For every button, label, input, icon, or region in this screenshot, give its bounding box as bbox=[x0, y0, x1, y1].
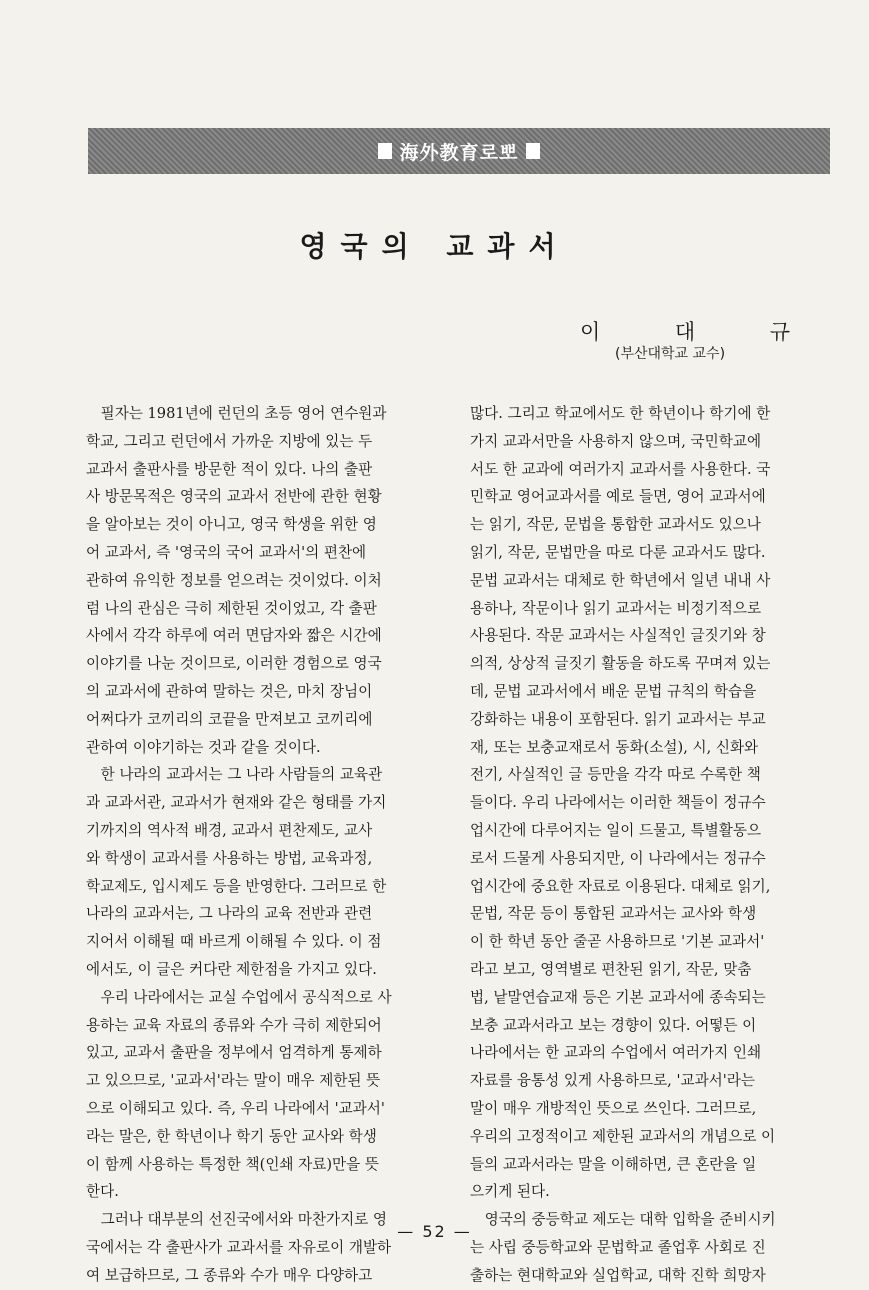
text-line: 어쩌다가 코끼리의 코끝을 만져보고 코끼리에 bbox=[86, 710, 373, 728]
text-line: 서도 한 교과에 여러가지 교과서를 사용한다. 국 bbox=[470, 460, 771, 478]
text-line: 는 읽기, 작문, 문법을 통합한 교과서도 있으나 bbox=[470, 516, 761, 534]
square-bullet-icon bbox=[378, 143, 392, 159]
text-line: 한 나라의 교과서는 그 나라 사람들의 교육관 bbox=[86, 766, 383, 784]
article-title: 영국의 교과서 bbox=[299, 230, 570, 263]
left-text-column bbox=[86, 400, 438, 1290]
text-line: 그러나 대부분의 선진국에서와 마찬가지로 영 bbox=[86, 1211, 388, 1229]
text-line: 우리 나라에서는 교실 수업에서 공식적으로 사 bbox=[86, 988, 392, 1006]
author-char: 대 bbox=[674, 320, 696, 344]
text-line: 이야기를 나눈 것이므로, 이러한 경험으로 영국 bbox=[86, 655, 382, 673]
text-line: 과 교과서관, 교과서가 현재와 같은 형태를 가지 bbox=[86, 794, 387, 812]
text-line: 을 알아보는 것이 아니고, 영국 학생을 위한 영 bbox=[86, 516, 377, 534]
text-line: 용하나, 작문이나 읽기 교과서는 비정기적으로 bbox=[470, 599, 762, 617]
text-line: 들의 교과서라는 말을 이해하면, 큰 혼란을 일 bbox=[470, 1155, 757, 1173]
text-line: 말이 매우 개방적인 뜻으로 쓰인다. 그러므로, bbox=[470, 1099, 757, 1117]
text-line: 럼 나의 관심은 극히 제한된 것이었고, 각 출판 bbox=[86, 599, 377, 617]
text-line: 에서도, 이 글은 커다란 제한점을 가지고 있다. bbox=[86, 960, 377, 978]
text-line: 관하여 유익한 정보를 얻으려는 것이었다. 이처 bbox=[86, 571, 382, 589]
text-line: 와 학생이 교과서를 사용하는 방법, 교육과정, bbox=[86, 849, 373, 867]
right-text-column bbox=[470, 400, 822, 1290]
text-line: 라는 말은, 한 학년이나 학기 동안 교사와 학생 bbox=[86, 1127, 377, 1145]
author-affiliation: (부산대학교 교수) bbox=[615, 346, 726, 362]
text-line: 한다. bbox=[86, 1183, 119, 1201]
text-line: 사용된다. 작문 교과서는 사실적인 글짓기와 창 bbox=[470, 627, 766, 645]
text-line: 으로 이해되고 있다. 즉, 우리 나라에서 '교과서' bbox=[86, 1099, 385, 1117]
text-line: 필자는 1981년에 런던의 초등 영어 연수원과 bbox=[86, 405, 387, 422]
text-line: 가지 교과서만을 사용하지 않으며, 국민학교에 bbox=[470, 432, 762, 450]
text-line: 학교제도, 입시제도 등을 반영한다. 그러므로 한 bbox=[86, 877, 387, 895]
text-line: 지어서 이해될 때 바르게 이해될 수 있다. 이 점 bbox=[86, 933, 382, 951]
text-line: 라고 보고, 영역별로 편찬된 읽기, 작문, 맞춤 bbox=[470, 960, 752, 978]
text-line: 관하여 이야기하는 것과 같을 것이다. bbox=[86, 738, 321, 756]
text-line: 교과서 출판사를 방문한 적이 있다. 나의 출판 bbox=[86, 460, 373, 478]
text-line: 는 사립 중등학교와 문법학교 졸업후 사회로 진 bbox=[470, 1238, 766, 1256]
text-line: 국에서는 각 출판사가 교과서를 자유로이 개발하 bbox=[86, 1238, 392, 1256]
text-line: 학교, 그리고 런던에서 가까운 지방에 있는 두 bbox=[86, 432, 373, 450]
square-bullet-icon bbox=[526, 143, 540, 159]
author-name bbox=[580, 316, 790, 346]
text-line: 나라에서는 한 교과의 수업에서 여러가지 인쇄 bbox=[470, 1044, 762, 1062]
text-line: 의 교과서에 관하여 말하는 것은, 마치 장님이 bbox=[86, 682, 373, 700]
text-line: 문법, 작문 등이 통합된 교과서는 교사와 학생 bbox=[470, 905, 757, 923]
text-line: 업시간에 중요한 자료로 이용된다. 대체로 읽기, bbox=[470, 877, 771, 895]
text-line: 읽기, 작문, 문법만을 따로 다룬 교과서도 많다. bbox=[470, 543, 766, 561]
text-line: 사 방문목적은 영국의 교과서 전반에 관한 현황 bbox=[86, 488, 382, 506]
text-line: 데, 문법 교과서에서 배운 문법 규칙의 학습을 bbox=[470, 682, 757, 700]
text-line: 영국의 중등학교 제도는 대학 입학을 준비시키 bbox=[470, 1211, 776, 1229]
text-line: 기까지의 역사적 배경, 교과서 편찬제도, 교사 bbox=[86, 821, 373, 839]
text-line: 의적, 상상적 글짓기 활동을 하도록 꾸며져 있는 bbox=[470, 655, 771, 673]
text-line: 전기, 사실적인 글 등만을 각각 따로 수록한 책 bbox=[470, 766, 761, 784]
text-line: 보충 교과서라고 보는 경향이 있다. 어떻든 이 bbox=[470, 1016, 757, 1034]
text-line: 재, 또는 보충교재로서 동화(소설), 시, 신화와 bbox=[470, 738, 759, 756]
text-line: 있고, 교과서 출판을 정부에서 엄격하게 통제하 bbox=[86, 1044, 382, 1062]
text-line: 법, 낱말연습교재 등은 기본 교과서에 종속되는 bbox=[470, 988, 766, 1006]
text-line: 민학교 영어교과서를 예로 들면, 영어 교과서에 bbox=[470, 488, 766, 506]
text-line: 많다. 그리고 학교에서도 한 학년이나 학기에 한 bbox=[470, 405, 771, 422]
banner-text: 海外教育로뽀 bbox=[399, 141, 519, 164]
author-char: 규 bbox=[769, 320, 790, 344]
text-line: 출하는 현대학교와 실업학교, 대학 진학 희망자 bbox=[470, 1266, 766, 1284]
text-line: 자료를 융통성 있게 사용하므로, '교과서'라는 bbox=[470, 1072, 755, 1090]
text-line: 우리의 고정적이고 제한된 교과서의 개념으로 이 bbox=[470, 1127, 776, 1145]
text-line: 업시간에 다루어지는 일이 드물고, 특별활동으 bbox=[470, 821, 762, 839]
text-line: 사에서 각각 하루에 여러 면담자와 짧은 시간에 bbox=[86, 627, 382, 645]
text-line: 용하는 교육 자료의 종류와 수가 극히 제한되어 bbox=[86, 1016, 382, 1034]
text-line: 어 교과서, 즉 '영국의 국어 교과서'의 편찬에 bbox=[86, 543, 367, 561]
text-line: 고 있으므로, '교과서'라는 말이 매우 제한된 뜻 bbox=[86, 1072, 381, 1090]
text-line: 문법 교과서는 대체로 한 학년에서 일년 내내 사 bbox=[470, 571, 771, 589]
page-number: — 52 — bbox=[397, 1222, 472, 1241]
text-line: 로서 드물게 사용되지만, 이 나라에서는 정규수 bbox=[470, 849, 766, 867]
author-char: 이 bbox=[580, 320, 601, 344]
text-line: 나라의 교과서는, 그 나라의 교육 전반과 관련 bbox=[86, 905, 373, 923]
text-line: 이 함께 사용하는 특정한 책(인쇄 자료)만을 뜻 bbox=[86, 1155, 379, 1173]
text-line: 으키게 된다. bbox=[470, 1183, 550, 1201]
section-banner bbox=[88, 128, 830, 174]
text-line: 이 한 학년 동안 줄곧 사용하므로 '기본 교과서' bbox=[470, 933, 765, 951]
text-line: 강화하는 내용이 포함된다. 읽기 교과서는 부교 bbox=[470, 710, 766, 728]
text-line: 들이다. 우리 나라에서는 이러한 책들이 정규수 bbox=[470, 794, 766, 812]
text-line: 여 보급하므로, 그 종류와 수가 매우 다양하고 bbox=[86, 1266, 373, 1284]
